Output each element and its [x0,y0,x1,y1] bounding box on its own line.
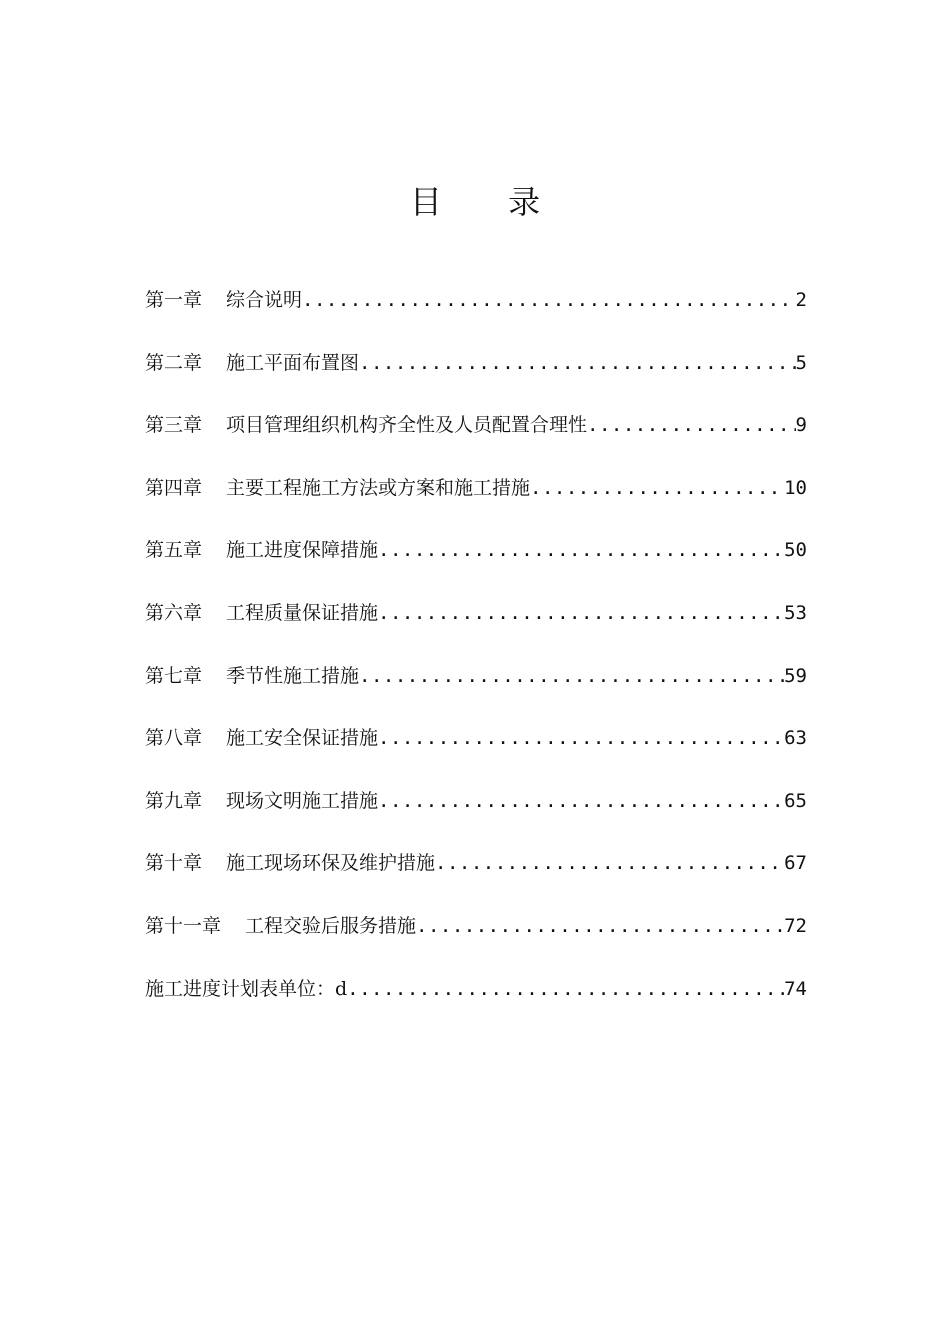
toc-chapter-label: 第四章 [145,476,203,499]
toc-entry[interactable] [145,845,807,908]
toc-chapter-label: 第五章 [145,539,203,562]
toc-title: 项目管理组织机构齐全性及人员配置合理性 [226,414,588,437]
toc-entry[interactable] [145,345,807,408]
toc-leader-dots [530,470,784,506]
toc-leader-dots [416,908,784,944]
toc-page-number: 67 [784,852,807,875]
toc-title: 现场文明施工措施 [226,789,379,812]
toc-title: 施工进度保障措施 [226,539,379,562]
toc-title: 综合说明 [226,289,303,311]
toc-leader-dots [378,783,784,819]
toc-entry[interactable] [145,532,807,595]
toc-page-number: 2 [795,289,807,311]
toc-chapter-label: 第九章 [145,789,203,812]
toc-leader-dots [378,595,784,631]
toc-entry[interactable] [145,908,807,971]
toc-page-number: 74 [784,977,807,1000]
toc-leader-dots [359,658,784,694]
toc-page-number: 5 [795,351,807,374]
toc-leader-dots [378,720,784,756]
toc-leader-dots [302,282,796,318]
toc-page-number: 9 [795,414,807,437]
toc-chapter-label: 第三章 [145,414,203,437]
toc-page-number: 63 [784,727,807,750]
toc-entry[interactable] [145,720,807,783]
toc-page-number: 53 [784,601,807,624]
toc-page-number: 65 [784,789,807,812]
toc-page-number: 59 [784,664,807,687]
toc-page-number: 72 [784,914,807,937]
toc-chapter-label: 第二章 [145,351,203,374]
toc-title: 施工平面布置图 [226,351,360,374]
toc-leader-dots [435,845,784,881]
toc-title: 施工进度计划表单位：d [145,977,348,1000]
toc-title: 季节性施工措施 [226,664,360,687]
toc-entry[interactable] [145,407,807,470]
toc-title: 工程交验后服务措施 [245,914,417,937]
toc-chapter-label: 第六章 [145,601,203,624]
toc-title: 主要工程施工方法或方案和施工措施 [226,476,531,499]
toc-entry[interactable] [145,971,807,1034]
toc-entry[interactable] [145,282,807,345]
toc-chapter-label: 第十一章 [145,914,222,937]
toc-leader-dots [347,971,784,1007]
toc-title: 施工安全保证措施 [226,727,379,750]
toc-chapter-label: 第八章 [145,727,203,750]
toc-chapter-label: 第十章 [145,852,203,875]
toc-page-number: 10 [784,476,807,499]
toc-leader-dots [378,532,784,568]
toc-entry[interactable] [145,658,807,721]
toc-entry[interactable] [145,783,807,846]
toc-title: 工程质量保证措施 [226,601,379,624]
toc-leader-dots [587,407,796,443]
toc-page-number: 50 [784,539,807,562]
toc-chapter-label: 第一章 [145,289,203,311]
table-of-contents [145,282,807,1033]
toc-entry[interactable] [145,470,807,533]
toc-leader-dots [359,345,796,381]
toc-title: 施工现场环保及维护措施 [226,852,436,875]
toc-entry[interactable] [145,595,807,658]
toc-chapter-label: 第七章 [145,664,203,687]
page-title: 目 录 [409,183,569,221]
